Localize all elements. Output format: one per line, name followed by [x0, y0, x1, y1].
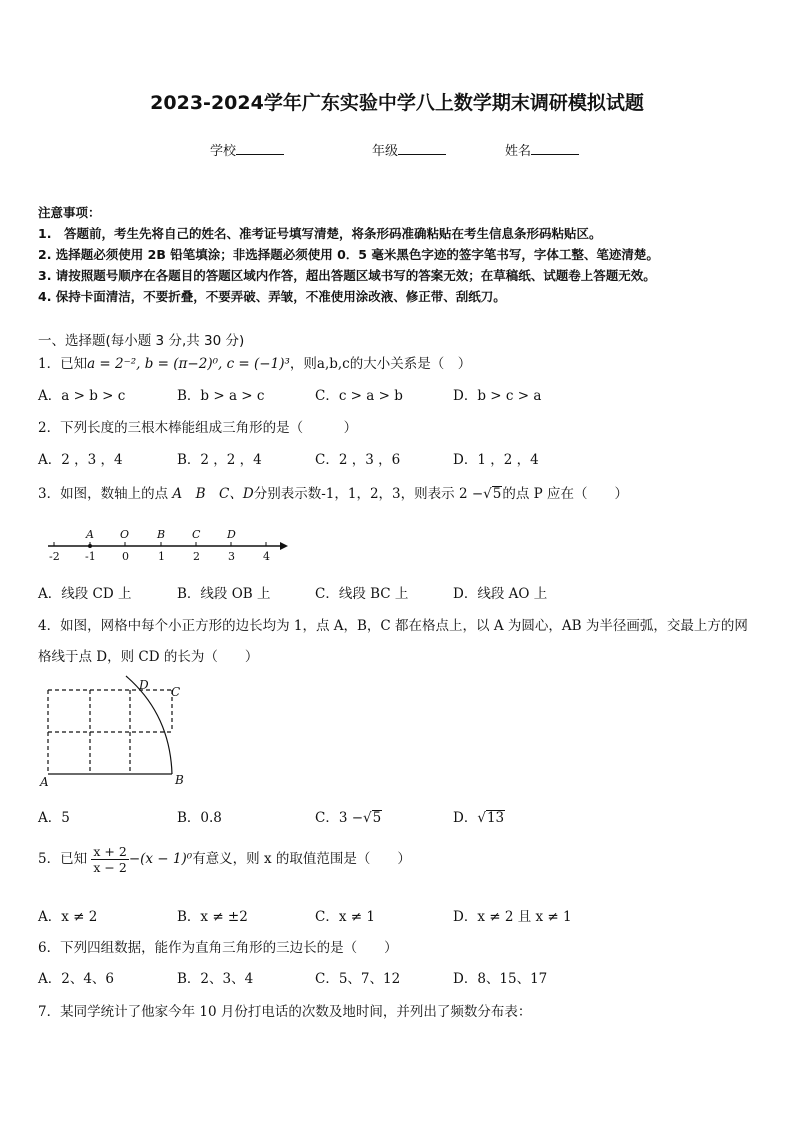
q3-expr: 2 −√5 — [458, 486, 502, 502]
q2-option-a: A．2 ，3 ，4 — [38, 452, 123, 468]
question-2: 2．下列长度的三根木棒能组成三角形的是（ ） — [38, 420, 358, 436]
q3-option-d: D．线段 AO 上 — [453, 586, 548, 602]
point-label-c: C — [171, 685, 181, 699]
grade-field — [372, 140, 446, 159]
q5-fraction — [91, 844, 128, 875]
q5-numerator: x + 2 — [93, 844, 127, 859]
q6-option-b: B．2、3、4 — [177, 971, 254, 987]
q3-sqrt: 5 — [492, 486, 502, 502]
question-4-line1: 4．如图，网格中每个小正方形的边长均为 1，点 A，B，C 都在格点上，以 A 为圆心，AB 为半径画弧，交最上方的网 — [38, 618, 748, 634]
arc — [126, 676, 172, 774]
question-1 — [38, 352, 471, 372]
notice-heading: 注意事项： — [38, 205, 101, 220]
question-4-line2: 格线于点 D，则 CD 的长为（ ） — [38, 649, 259, 665]
q1-suffix: ，则a,b,c的大小关系是（ ） — [289, 356, 472, 372]
tick-label: 4 — [263, 550, 270, 563]
name-label: 姓名 — [505, 144, 532, 159]
q3-suffix: 的点 P 应在（ ） — [502, 486, 629, 502]
q3-option-a: A．线段 CD 上 — [38, 586, 132, 602]
point-label: O — [120, 528, 130, 541]
point-label: B — [157, 528, 166, 541]
point-label-b: B — [175, 773, 184, 787]
q6-option-a: A．2、4、6 — [38, 971, 115, 987]
page-title: 2023-2024学年广东实验中学八上数学期末调研模拟试题 — [150, 92, 644, 114]
question-5 — [38, 844, 411, 875]
name-field — [505, 140, 579, 159]
q4-option-c-sqrt: 5 — [372, 810, 382, 826]
point-label-d: D — [139, 678, 149, 692]
q5-suffix: 有意义，则 x 的取值范围是（ ） — [192, 851, 411, 867]
section-heading: 一、选择题(每小题 3 分,共 30 分) — [38, 333, 245, 349]
q4-option-c-text: C．3 − — [315, 810, 364, 826]
question-6: 6．下列四组数据，能作为直角三角形的三边长的是（ ） — [38, 940, 398, 956]
q4-option-d-sqrt: 13 — [486, 810, 505, 826]
q4-option-b: B．0.8 — [177, 810, 222, 826]
school-label: 学校 — [210, 144, 237, 159]
point-label: C — [192, 528, 201, 541]
question-3 — [38, 482, 628, 502]
q4-option-d: D．√13 — [453, 810, 505, 826]
grade-label: 年级 — [372, 144, 399, 159]
q5-denominator: x − 2 — [93, 860, 127, 875]
notice-item: 3. 请按照题号顺序在各题目的答题区域内作答，超出答题区域书写的答案无效；在草稿纸、试题卷上答题无效。 — [38, 268, 656, 283]
q1-option-a: A．a > b > c — [38, 388, 126, 404]
tick-label: 3 — [228, 550, 235, 563]
q1-prefix: 1．已知 — [38, 356, 88, 372]
q3-option-b: B．线段 OB 上 — [177, 586, 271, 602]
tick-label: -1 — [85, 550, 96, 563]
q5-option-a: A．x ≠ 2 — [38, 909, 98, 925]
name-blank — [531, 142, 579, 155]
q5-option-b: B．x ≠ ±2 — [177, 909, 248, 925]
q1-formula: a = 2⁻², b = (π−2)⁰, c = (−1)³ — [87, 356, 290, 372]
question-7: 7．某同学统计了他家今年 10 月份打电话的次数及地时间，并列出了频数分布表： — [38, 1004, 532, 1020]
q1-option-d: D．b > c > a — [453, 388, 542, 404]
q5-option-d: D．x ≠ 2 且 x ≠ 1 — [453, 909, 572, 925]
grade-blank — [398, 142, 446, 155]
q3-points: A B C、D — [172, 486, 254, 502]
point-label-a: A — [40, 775, 49, 789]
tick-label: 1 — [158, 550, 165, 563]
notice-item: 2. 选择题必须使用 2B 铅笔填涂；非选择题必须使用 0．5 毫米黑色字迹的签字笔书写，字体工整、笔迹清楚。 — [38, 247, 659, 262]
q3-option-c: C．线段 BC 上 — [315, 586, 409, 602]
school-blank — [236, 142, 284, 155]
q3-prefix: 3．如图，数轴上的点 — [38, 486, 169, 502]
number-line-figure — [44, 524, 294, 568]
q2-option-c: C．2 ，3 ，6 — [315, 452, 401, 468]
q4-option-c: C．3 −√5 — [315, 810, 382, 826]
grid-arc-figure — [38, 674, 198, 790]
q1-option-c: C．c > a > b — [315, 388, 403, 404]
notice-item: 4. 保持卡面清洁，不要折叠，不要弄破、弄皱，不准使用涂改液、修正带、刮纸刀。 — [38, 289, 506, 304]
notice-item: 1. 答题前，考生先将自己的姓名、准考证号填写清楚，将条形码准确粘贴在考生信息条形码粘贴区。 — [38, 226, 602, 241]
q2-option-b: B．2 ，2 ，4 — [177, 452, 262, 468]
tick-label: -2 — [49, 550, 60, 563]
point-label: A — [86, 528, 94, 541]
point-label: D — [227, 528, 236, 541]
q2-option-d: D．1 ，2 ，4 — [453, 452, 539, 468]
q5-prefix: 5．已知 — [38, 851, 88, 867]
tick-label: 2 — [193, 550, 200, 563]
q3-middle: 分别表示数-1，1，2，3，则表示 — [253, 486, 455, 502]
q6-option-d: D．8、15、17 — [453, 971, 548, 987]
q6-option-c: C．5、7、12 — [315, 971, 401, 987]
arrow-icon — [280, 542, 288, 550]
school-field — [210, 140, 284, 159]
q3-expr-a: 2 − — [458, 486, 484, 502]
tick-label: 0 — [122, 550, 129, 563]
q5-tail: −(x − 1)⁰ — [128, 851, 193, 867]
q1-option-b: B．b > a > c — [177, 388, 265, 404]
point-a-dot — [88, 544, 92, 548]
q4-option-d-text: D． — [453, 810, 478, 826]
q5-option-c: C．x ≠ 1 — [315, 909, 375, 925]
q4-option-a: A．5 — [38, 810, 70, 826]
